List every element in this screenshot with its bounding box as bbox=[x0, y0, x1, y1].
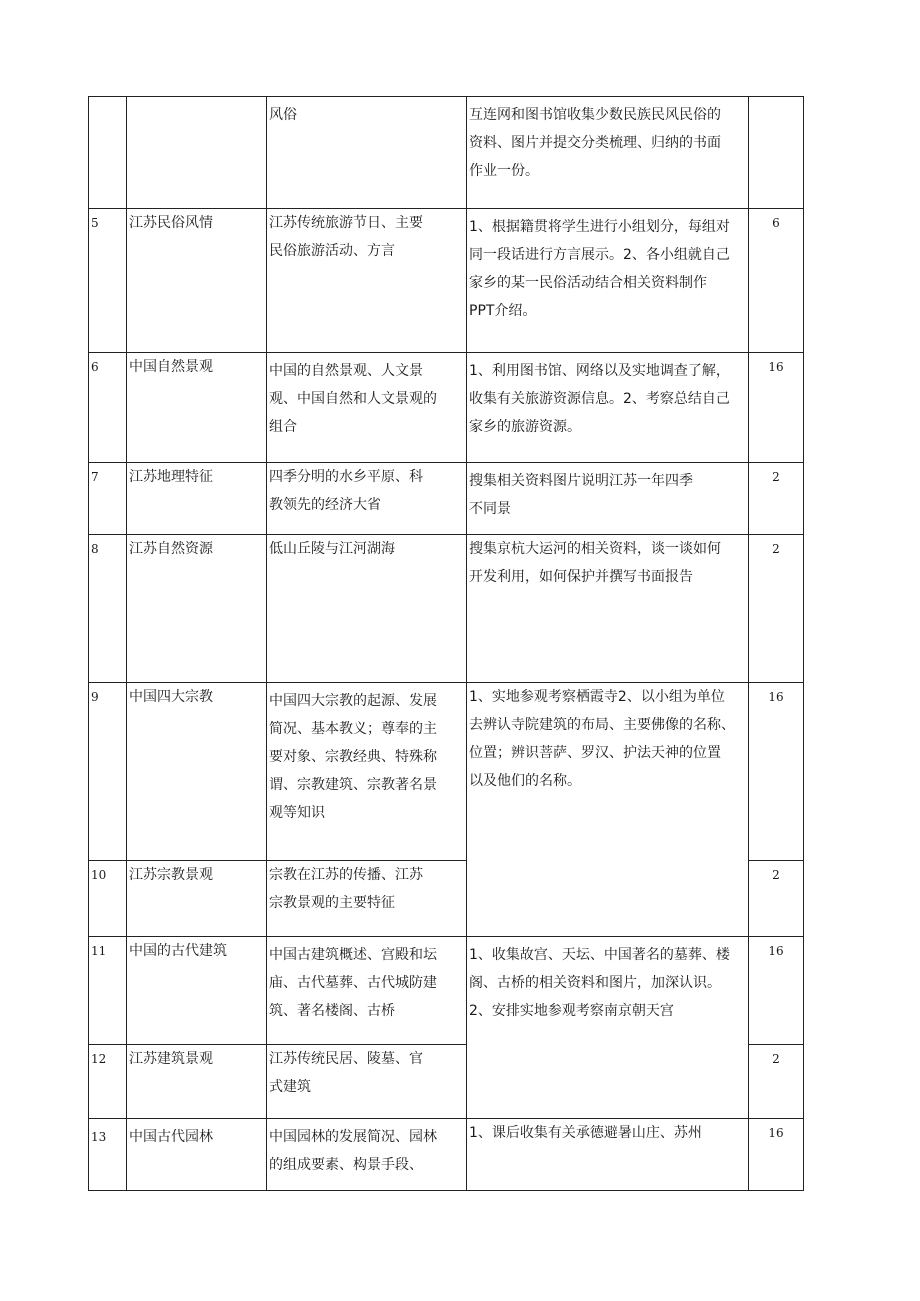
row-number-cell: 13 bbox=[89, 1119, 127, 1191]
task-cell bbox=[467, 353, 749, 463]
row-number-cell bbox=[89, 97, 127, 209]
content-line: 江苏传统旅游节日、主要 bbox=[269, 215, 423, 231]
hours-cell: 16 bbox=[749, 353, 804, 463]
row-number-cell: 5 bbox=[89, 209, 127, 353]
task-line: 1、课后收集有关承德避暑山庄、苏州 bbox=[469, 1125, 702, 1141]
content-line: 中国园林的发展简况、园林 bbox=[269, 1129, 437, 1145]
content-cell bbox=[267, 209, 467, 353]
content-line: 低山丘陵与江河湖海 bbox=[269, 541, 395, 557]
hours-cell: 2 bbox=[749, 861, 804, 937]
table-row bbox=[89, 683, 804, 861]
content-line: 庙、古代墓葬、古代城防建 bbox=[269, 975, 437, 991]
task-cell bbox=[467, 937, 749, 1119]
task-line: 1、利用图书馆、网络以及实地调查了解， bbox=[469, 363, 730, 379]
task-line: 同一段话进行方言展示。2、各小组就自己 bbox=[469, 247, 730, 263]
task-line: 位置；辨识菩萨、罗汉、护法天神的位置 bbox=[469, 745, 721, 761]
task-line: 搜集京杭大运河的相关资料，谈一谈如何 bbox=[469, 541, 721, 557]
hours-cell: 6 bbox=[749, 209, 804, 353]
task-line: 资料、图片并提交分类梳理、归纳的书面 bbox=[469, 135, 721, 151]
topic-cell: 江苏地理特征 bbox=[127, 463, 267, 535]
content-cell bbox=[267, 97, 467, 209]
topic-cell: 中国古代园林 bbox=[127, 1119, 267, 1191]
table-row bbox=[89, 535, 804, 683]
topic-cell: 中国自然景观 bbox=[127, 353, 267, 463]
hours-cell: 16 bbox=[749, 1119, 804, 1191]
row-number-cell: 8 bbox=[89, 535, 127, 683]
content-line: 宗教在江苏的传播、江苏 bbox=[269, 867, 423, 883]
content-line: 谓、宗教建筑、宗教著名景 bbox=[269, 777, 437, 793]
table-row bbox=[89, 937, 804, 1045]
task-cell bbox=[467, 209, 749, 353]
hours-cell: 2 bbox=[749, 463, 804, 535]
content-line: 中国四大宗教的起源、发展 bbox=[269, 693, 437, 709]
task-line: 开发利用，如何保护并撰写书面报告 bbox=[469, 569, 693, 585]
task-line: 互连网和图书馆收集少数民族民风民俗的 bbox=[469, 107, 721, 123]
content-cell bbox=[267, 861, 467, 937]
task-line: 搜集相关资料图片说明江苏一年四季 bbox=[469, 473, 693, 489]
task-line: 以及他们的名称。 bbox=[469, 773, 581, 789]
row-number-cell: 11 bbox=[89, 937, 127, 1045]
content-line: 宗教景观的主要特征 bbox=[269, 895, 395, 911]
task-line: 不同景 bbox=[469, 501, 511, 517]
topic-cell: 江苏自然资源 bbox=[127, 535, 267, 683]
task-line: 1、根据籍贯将学生进行小组划分，每组对 bbox=[469, 219, 730, 235]
hours-cell: 2 bbox=[749, 1045, 804, 1119]
content-line: 式建筑 bbox=[269, 1079, 311, 1095]
task-line: 家乡的某一民俗活动结合相关资料制作 bbox=[469, 275, 707, 291]
row-number-cell: 10 bbox=[89, 861, 127, 937]
content-line: 要对象、宗教经典、特殊称 bbox=[269, 749, 437, 765]
content-line: 教领先的经济大省 bbox=[269, 497, 381, 513]
row-number-cell: 9 bbox=[89, 683, 127, 861]
table-row bbox=[89, 353, 804, 463]
task-cell bbox=[467, 1119, 749, 1191]
content-line: 观等知识 bbox=[269, 805, 325, 821]
content-line: 组合 bbox=[269, 419, 297, 435]
task-line: 2、安排实地参观考察南京朝天宫 bbox=[469, 1003, 674, 1019]
task-line: 阁、古桥的相关资料和图片，加深认识。 bbox=[469, 975, 721, 991]
table-row bbox=[89, 1119, 804, 1191]
task-cell bbox=[467, 97, 749, 209]
hours-cell: 2 bbox=[749, 535, 804, 683]
content-line: 民俗旅游活动、方言 bbox=[269, 243, 395, 259]
task-line: 1、收集故宫、天坛、中国著名的墓葬、楼 bbox=[469, 947, 730, 963]
content-cell bbox=[267, 535, 467, 683]
content-cell bbox=[267, 1119, 467, 1191]
content-cell bbox=[267, 683, 467, 861]
task-cell bbox=[467, 463, 749, 535]
task-line: 1、实地参观考察栖霞寺2、以小组为单位 bbox=[469, 689, 725, 705]
task-line: PPT介绍。 bbox=[469, 303, 537, 319]
content-line: 四季分明的水乡平原、科 bbox=[269, 469, 423, 485]
content-line: 风俗 bbox=[269, 107, 297, 123]
content-cell bbox=[267, 937, 467, 1045]
content-cell bbox=[267, 1045, 467, 1119]
row-number-cell: 6 bbox=[89, 353, 127, 463]
task-line: 家乡的旅游资源。 bbox=[469, 419, 581, 435]
content-cell bbox=[267, 463, 467, 535]
topic-cell bbox=[127, 97, 267, 209]
table-row bbox=[89, 463, 804, 535]
hours-cell: 16 bbox=[749, 937, 804, 1045]
row-number-cell: 12 bbox=[89, 1045, 127, 1119]
content-line: 筑、著名楼阁、古桥 bbox=[269, 1003, 395, 1019]
topic-cell: 江苏宗教景观 bbox=[127, 861, 267, 937]
row-number-cell: 7 bbox=[89, 463, 127, 535]
content-line: 的组成要素、构景手段、 bbox=[269, 1157, 423, 1173]
task-line: 去辨认寺院建筑的布局、主要佛像的名称、 bbox=[469, 717, 735, 733]
content-cell bbox=[267, 353, 467, 463]
topic-cell: 江苏民俗风情 bbox=[127, 209, 267, 353]
topic-cell: 中国四大宗教 bbox=[127, 683, 267, 861]
content-line: 简况、基本教义；尊奉的主 bbox=[269, 721, 437, 737]
task-cell bbox=[467, 535, 749, 683]
course-schedule-table bbox=[88, 96, 804, 1191]
content-line: 中国古建筑概述、宫殿和坛 bbox=[269, 947, 437, 963]
content-line: 观、中国自然和人文景观的 bbox=[269, 391, 437, 407]
topic-cell: 中国的古代建筑 bbox=[127, 937, 267, 1045]
table-row bbox=[89, 97, 804, 209]
task-line: 收集有关旅游资源信息。2、考察总结自己 bbox=[469, 391, 730, 407]
task-cell bbox=[467, 683, 749, 937]
task-line: 作业一份。 bbox=[469, 163, 539, 179]
topic-cell: 江苏建筑景观 bbox=[127, 1045, 267, 1119]
content-line: 江苏传统民居、陵墓、官 bbox=[269, 1051, 423, 1067]
hours-cell bbox=[749, 97, 804, 209]
hours-cell: 16 bbox=[749, 683, 804, 861]
content-line: 中国的自然景观、人文景 bbox=[269, 363, 423, 379]
table-row bbox=[89, 209, 804, 353]
